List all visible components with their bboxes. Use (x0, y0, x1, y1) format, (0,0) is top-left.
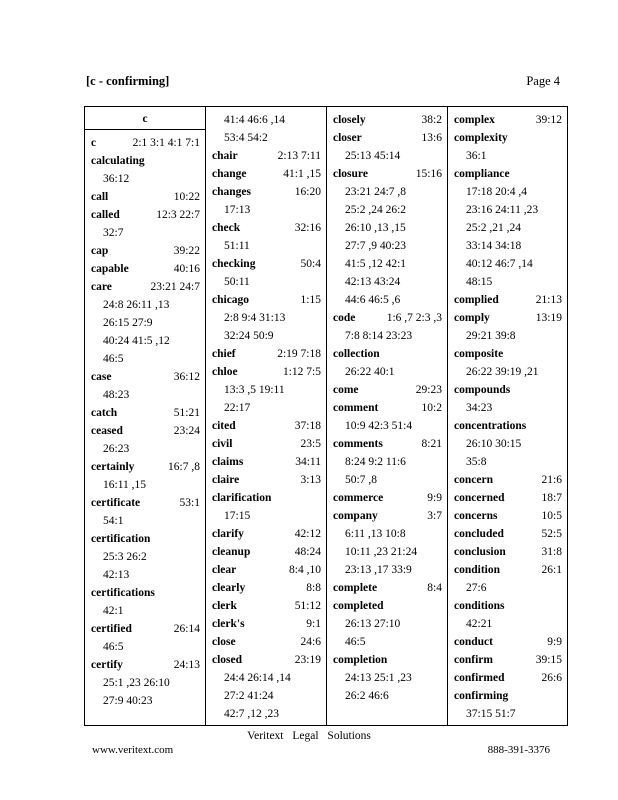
index-reference-continuation: 24:4 26:14 ,14 (224, 672, 291, 684)
index-entry (454, 543, 562, 561)
index-reference-continuation: 25:3 26:2 (103, 551, 147, 563)
index-term: completion (333, 654, 388, 666)
index-references: 26:1 (541, 564, 562, 576)
index-reference-continuation: 26:22 39:19 ,21 (466, 366, 539, 378)
index-entry (91, 656, 200, 674)
index-term: cleanup (212, 546, 251, 558)
index-reference-continuation: 40:24 41:5 ,12 (103, 335, 170, 347)
index-term: compliance (454, 168, 510, 180)
index-entry (91, 620, 200, 638)
index-entry (333, 489, 442, 507)
index-term: clarify (212, 528, 244, 540)
index-term: calculating (91, 155, 145, 167)
index-entry (454, 309, 562, 327)
index-entry (454, 471, 562, 489)
index-term: comply (454, 312, 490, 324)
index-references: 32:16 (294, 222, 321, 234)
index-reference-continuation: 33:14 34:18 (466, 240, 522, 252)
index-references: 8:4 ,10 (289, 564, 321, 576)
index-column-1 (85, 107, 206, 725)
index-column-2 (206, 107, 327, 725)
index-references: 8:4 (427, 582, 442, 594)
index-references (558, 381, 562, 399)
index-references: 16:7 ,8 (168, 461, 200, 473)
index-entry (212, 489, 321, 507)
index-references: 10:2 (421, 402, 442, 414)
index-term: claims (212, 456, 244, 468)
index-reference-continuation: 10:9 42:3 51:4 (345, 420, 413, 432)
index-references: 23:5 (300, 438, 321, 450)
index-term: concerned (454, 492, 505, 504)
index-references: 51:21 (173, 407, 200, 419)
index-term: code (333, 312, 356, 324)
index-entry (91, 134, 200, 152)
index-entry (454, 597, 562, 615)
index-reference-continuation: 34:23 (466, 402, 493, 414)
index-entry (212, 633, 321, 651)
index-entry (454, 381, 562, 399)
index-entry (212, 417, 321, 435)
index-term: closely (333, 114, 366, 126)
index-entry (91, 368, 200, 386)
index-references: 51:12 (294, 600, 321, 612)
index-term: checking (212, 258, 256, 270)
index-references (317, 489, 321, 507)
index-term: concern (454, 474, 493, 486)
index-references: 37:18 (294, 420, 321, 432)
index-entry (333, 129, 442, 147)
index-reference-continuation: 42:13 43:24 (345, 276, 401, 288)
index-references: 12:3 22:7 (156, 209, 200, 221)
index-term: closure (333, 168, 368, 180)
index-references: 39:12 (535, 114, 562, 126)
index-entry (333, 579, 442, 597)
index-reference-continuation: 23:13 ,17 33:9 (345, 564, 412, 576)
index-references: 13:19 (535, 312, 562, 324)
index-term: c (91, 137, 97, 149)
index-references: 23:19 (294, 654, 321, 666)
index-reference-continuation: 25:2 ,21 ,24 (466, 222, 521, 234)
index-references: 13:6 (421, 132, 442, 144)
index-entry (212, 435, 321, 453)
index-reference-continuation: 54:1 (103, 515, 124, 527)
index-reference-continuation: 24:13 25:1 ,23 (345, 672, 412, 684)
index-term: confirmed (454, 672, 505, 684)
index-term: company (333, 510, 378, 522)
index-term: closer (333, 132, 362, 144)
index-reference-continuation: 51:11 (224, 240, 250, 252)
index-entry (91, 242, 200, 260)
index-references: 2:19 7:18 (277, 348, 321, 360)
index-entry (454, 417, 562, 435)
index-references: 26:14 (173, 623, 200, 635)
index-term: capable (91, 263, 129, 275)
index-entry (91, 458, 200, 476)
index-references: 48:24 (294, 546, 321, 558)
index-reference-continuation: 48:15 (466, 276, 493, 288)
index-term: conditions (454, 600, 505, 612)
index-reference-continuation: 23:21 24:7 ,8 (345, 186, 407, 198)
index-term: called (91, 209, 120, 221)
index-entry (212, 579, 321, 597)
index-reference-continuation: 26:15 27:9 (103, 317, 153, 329)
index-references: 39:15 (535, 654, 562, 666)
index-reference-continuation: 27:9 40:23 (103, 695, 153, 707)
index-reference-continuation: 25:1 ,23 26:10 (103, 677, 170, 689)
index-term: certificate (91, 497, 141, 509)
index-references: 2:13 7:11 (277, 150, 321, 162)
index-references: 2:1 3:1 4:1 7:1 (132, 137, 200, 149)
page-range-header: [c - confirming] (86, 74, 170, 88)
index-references (438, 651, 442, 669)
index-term: chloe (212, 366, 238, 378)
index-reference-continuation: 17:18 20:4 ,4 (466, 186, 528, 198)
index-reference-continuation: 46:5 (345, 636, 366, 648)
index-references: 3:7 (427, 510, 442, 522)
index-term: complied (454, 294, 499, 306)
index-entry (212, 597, 321, 615)
index-entry (91, 584, 200, 602)
index-references: 52:5 (541, 528, 562, 540)
index-term: certifications (91, 587, 155, 599)
index-entry (212, 147, 321, 165)
index-term: cap (91, 245, 109, 257)
index-term: condition (454, 564, 501, 576)
index-reference-continuation: 32:7 (103, 227, 124, 239)
index-reference-continuation: 42:21 (466, 618, 493, 630)
footer-phone: 888-391-3376 (487, 744, 550, 756)
index-references: 31:8 (541, 546, 562, 558)
index-reference-continuation: 27:7 ,9 40:23 (345, 240, 407, 252)
index-term: chief (212, 348, 236, 360)
index-entry (454, 111, 562, 129)
index-entry (454, 669, 562, 687)
index-entry (454, 633, 562, 651)
index-references: 41:1 ,15 (283, 168, 321, 180)
footer-website: www.veritext.com (92, 744, 174, 756)
index-term: cited (212, 420, 236, 432)
index-reference-continuation: 27:6 (466, 582, 487, 594)
index-entry (91, 260, 200, 278)
index-references: 18:7 (541, 492, 562, 504)
index-term: commerce (333, 492, 384, 504)
index-reference-continuation: 22:17 (224, 402, 251, 414)
index-reference-continuation: 25:13 45:14 (345, 150, 401, 162)
index-term: comment (333, 402, 379, 414)
index-entry (212, 471, 321, 489)
index-term: complex (454, 114, 495, 126)
index-references: 34:11 (295, 456, 321, 468)
index-column-4 (448, 107, 567, 725)
index-entry (91, 530, 200, 548)
index-term: concluded (454, 528, 504, 540)
index-entry (454, 687, 562, 705)
index-references: 10:22 (173, 191, 200, 203)
index-entry (454, 525, 562, 543)
index-term: change (212, 168, 247, 180)
index-reference-continuation: 2:8 9:4 31:13 (224, 312, 286, 324)
index-reference-continuation: 42:7 ,12 ,23 (224, 708, 279, 720)
index-term: closed (212, 654, 243, 666)
index-reference-continuation: 23:16 24:11 ,23 (466, 204, 539, 216)
index-reference-continuation: 41:4 46:6 ,14 (224, 114, 286, 126)
index-entry (333, 309, 442, 327)
index-references (196, 584, 200, 602)
index-reference-continuation: 7:8 8:14 23:23 (345, 330, 413, 342)
index-term: clerk (212, 600, 237, 612)
index-term: chair (212, 150, 238, 162)
index-reference-continuation: 42:1 (103, 605, 124, 617)
index-references (196, 152, 200, 170)
index-references: 1:15 (300, 294, 321, 306)
index-term: concerns (454, 510, 498, 522)
index-term: catch (91, 407, 118, 419)
index-references: 36:12 (173, 371, 200, 383)
index-entry (91, 206, 200, 224)
index-entry (454, 507, 562, 525)
index-references: 21:13 (535, 294, 562, 306)
index-references: 10:5 (541, 510, 562, 522)
index-entry (333, 165, 442, 183)
index-references (558, 687, 562, 705)
index-term: claire (212, 474, 240, 486)
index-reference-continuation: 26:22 40:1 (345, 366, 395, 378)
index-references: 9:9 (427, 492, 442, 504)
index-entry (212, 345, 321, 363)
word-index-table (84, 106, 568, 726)
index-reference-continuation: 26:10 30:15 (466, 438, 522, 450)
index-references: 16:20 (294, 186, 321, 198)
index-reference-continuation: 13:3 ,5 19:11 (224, 384, 285, 396)
index-term: civil (212, 438, 233, 450)
index-references: 24:6 (300, 636, 321, 648)
index-entry (212, 165, 321, 183)
index-references: 15:16 (415, 168, 442, 180)
index-reference-continuation: 42:13 (103, 569, 130, 581)
index-term: chicago (212, 294, 250, 306)
index-term: clear (212, 564, 237, 576)
index-term: collection (333, 348, 380, 360)
index-reference-continuation: 26:23 (103, 443, 130, 455)
index-term: confirm (454, 654, 493, 666)
index-entry (454, 345, 562, 363)
index-reference-continuation: 26:13 27:10 (345, 618, 401, 630)
index-term: come (333, 384, 359, 396)
index-reference-continuation: 26:10 ,13 ,15 (345, 222, 406, 234)
index-entry (212, 363, 321, 381)
index-reference-continuation: 46:5 (103, 641, 124, 653)
index-term: composite (454, 348, 504, 360)
index-references: 26:6 (541, 672, 562, 684)
index-references: 38:2 (421, 114, 442, 126)
index-entry (333, 381, 442, 399)
index-reference-continuation: 46:5 (103, 353, 124, 365)
index-entry (212, 651, 321, 669)
index-entry (333, 111, 442, 129)
index-reference-continuation: 40:12 46:7 ,14 (466, 258, 533, 270)
index-references (438, 597, 442, 615)
index-term: clearly (212, 582, 246, 594)
index-reference-continuation: 24:8 26:11 ,13 (103, 299, 170, 311)
index-term: certainly (91, 461, 135, 473)
index-entry (91, 422, 200, 440)
index-term: compounds (454, 384, 511, 396)
index-references: 42:12 (294, 528, 321, 540)
index-references: 50:4 (300, 258, 321, 270)
index-entry (91, 278, 200, 296)
index-entry (212, 615, 321, 633)
index-references: 21:6 (541, 474, 562, 486)
index-entry (212, 291, 321, 309)
index-references (438, 345, 442, 363)
index-entry (212, 255, 321, 273)
index-term: complexity (454, 132, 508, 144)
index-entry (212, 525, 321, 543)
index-entry (212, 453, 321, 471)
index-reference-continuation: 35:8 (466, 456, 487, 468)
index-references: 8:21 (421, 438, 442, 450)
index-entry (91, 188, 200, 206)
index-entry (212, 561, 321, 579)
index-references: 1:6 ,7 2:3 ,3 (386, 312, 442, 324)
index-reference-continuation: 50:7 ,8 (345, 474, 377, 486)
index-entry (333, 345, 442, 363)
index-term: clerk's (212, 618, 245, 630)
index-entry (91, 494, 200, 512)
index-term: comments (333, 438, 383, 450)
index-entry (333, 651, 442, 669)
index-reference-continuation: 37:15 51:7 (466, 708, 516, 720)
index-entry (333, 507, 442, 525)
index-term: certification (91, 533, 151, 545)
index-term: certified (91, 623, 132, 635)
index-reference-continuation: 27:2 41:24 (224, 690, 274, 702)
page-number: Page 4 (526, 74, 560, 88)
index-entry (454, 129, 562, 147)
footer-company: Veritext Legal Solutions (247, 730, 371, 742)
index-references: 23:21 24:7 (150, 281, 200, 293)
letter-heading: c (85, 107, 205, 130)
index-entry (212, 183, 321, 201)
index-entry (91, 404, 200, 422)
index-reference-continuation: 48:23 (103, 389, 130, 401)
index-references: 8:8 (306, 582, 321, 594)
index-term: confirming (454, 690, 509, 702)
index-reference-continuation: 53:4 54:2 (224, 132, 268, 144)
index-reference-continuation: 6:11 ,13 10:8 (345, 528, 406, 540)
index-entry (333, 597, 442, 615)
index-references: 9:9 (547, 636, 562, 648)
index-references: 53:1 (179, 497, 200, 509)
index-term: certify (91, 659, 123, 671)
index-term: close (212, 636, 236, 648)
index-references (558, 129, 562, 147)
index-reference-continuation: 17:15 (224, 510, 251, 522)
index-term: conduct (454, 636, 493, 648)
index-entry (212, 543, 321, 561)
index-reference-continuation: 8:24 9:2 11:6 (345, 456, 406, 468)
index-reference-continuation: 32:24 50:9 (224, 330, 274, 342)
index-reference-continuation: 29:21 39:8 (466, 330, 516, 342)
index-entry (454, 165, 562, 183)
index-references: 9:1 (306, 618, 321, 630)
index-reference-continuation: 26:2 46:6 (345, 690, 389, 702)
index-entry (454, 489, 562, 507)
index-term: case (91, 371, 112, 383)
index-references (196, 530, 200, 548)
index-reference-continuation: 36:12 (103, 173, 130, 185)
index-term: changes (212, 186, 251, 198)
index-term: conclusion (454, 546, 506, 558)
index-reference-continuation: 25:2 ,24 26:2 (345, 204, 407, 216)
index-column-3 (327, 107, 448, 725)
index-term: complete (333, 582, 378, 594)
index-entry (333, 399, 442, 417)
index-reference-continuation: 36:1 (466, 150, 487, 162)
index-references: 40:16 (173, 263, 200, 275)
index-reference-continuation: 41:5 ,12 42:1 (345, 258, 407, 270)
index-reference-continuation: 44:6 46:5 ,6 (345, 294, 401, 306)
index-references: 1:12 7:5 (282, 366, 321, 378)
index-reference-continuation: 50:11 (224, 276, 250, 288)
index-reference-continuation: 16:11 ,15 (103, 479, 147, 491)
index-entry (454, 291, 562, 309)
index-references (558, 345, 562, 363)
index-references: 23:24 (173, 425, 200, 437)
index-references (558, 165, 562, 183)
index-term: completed (333, 600, 384, 612)
index-term: concentrations (454, 420, 527, 432)
index-entry (454, 561, 562, 579)
index-references: 29:23 (415, 384, 442, 396)
index-references (558, 597, 562, 615)
index-reference-continuation: 10:11 ,23 21:24 (345, 546, 418, 558)
index-term: care (91, 281, 112, 293)
index-references: 3:13 (300, 474, 321, 486)
index-references: 24:13 (173, 659, 200, 671)
index-references: 39:22 (173, 245, 200, 257)
index-term: clarification (212, 492, 272, 504)
index-entry (91, 152, 200, 170)
index-entry (333, 435, 442, 453)
index-term: call (91, 191, 109, 203)
index-term: check (212, 222, 241, 234)
index-references (558, 417, 562, 435)
index-entry (454, 651, 562, 669)
index-term: ceased (91, 425, 123, 437)
index-reference-continuation: 17:13 (224, 204, 251, 216)
index-entry (212, 219, 321, 237)
